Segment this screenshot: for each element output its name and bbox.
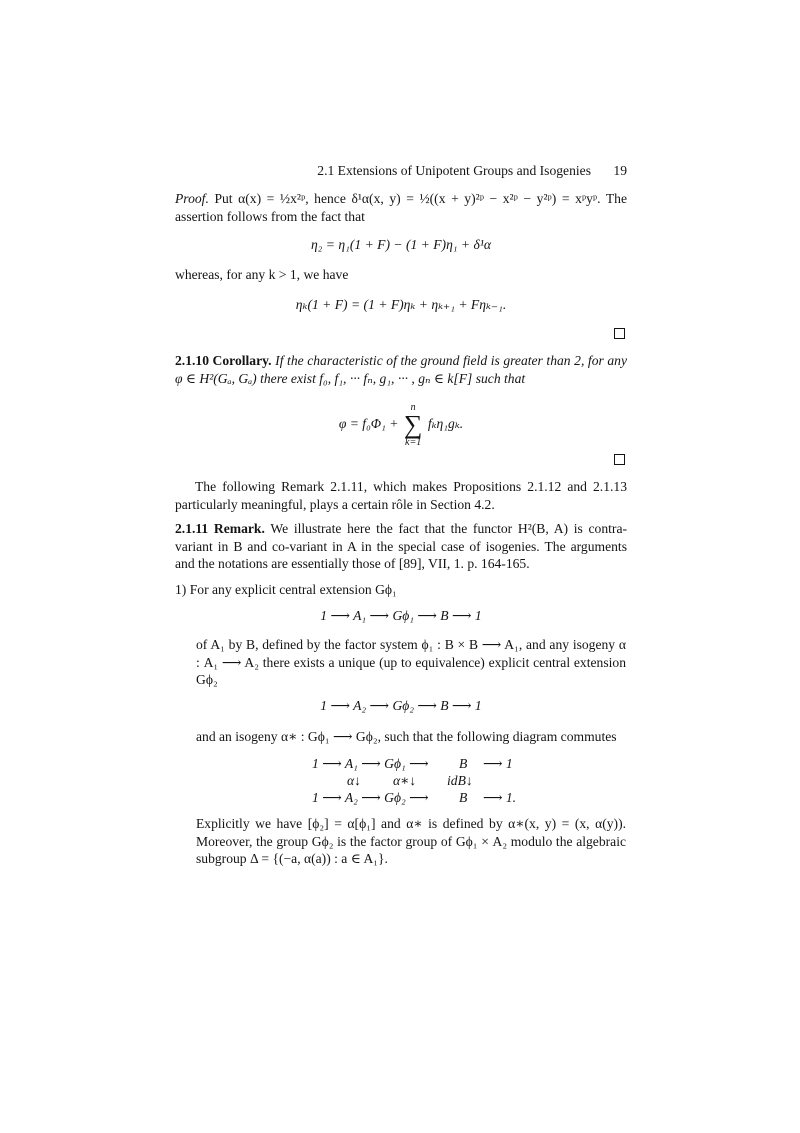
proof-whereas: whereas, for any k > 1, we have: [175, 267, 349, 282]
proof-text-2: The assertion follows from the fact that: [175, 191, 627, 224]
sum-symbol: ∑: [403, 410, 423, 439]
running-title: 2.1 Extensions of Unipotent Groups and Isogenies: [317, 163, 591, 178]
eq-right: fₖη₁gₖ.: [427, 416, 464, 432]
qed-symbol: [614, 328, 625, 339]
diagram-alpha-arrow: α↓: [347, 773, 361, 788]
summation-icon: [404, 402, 423, 448]
equation-eta2: η₂ = η₁(1 + F) − (1 + F)η₁ + δ¹α: [310, 237, 492, 252]
proof-paragraph: [175, 190, 627, 225]
corollary-text: If the characteristic of the ground field is greater than 2, for any φ ∈ H²(Gₐ, Gₐ) there exist f₀, f₁, ··· fₙ, g₁, ··· , gₙ ∈ k[F] such that: [175, 353, 627, 386]
qed-symbol-2: [614, 454, 625, 465]
remark-label: 2.1.11 Remark.: [175, 521, 265, 536]
equation-etak: ηₖ(1 + F) = (1 + F)ηₖ + ηₖ₊₁ + Fηₖ₋₁.: [295, 297, 507, 312]
exact-sequence-1: 1 ⟶ A₁ ⟶ Gϕ₁ ⟶ B ⟶ 1: [320, 608, 482, 623]
diagram-id-arrow: idB↓: [447, 773, 473, 788]
item-paragraph-4: Explicitly we have [ϕ₂] = α[ϕ₁] and α∗ is defined by α∗(x, y) = (x, α(y)). Moreover, the group Gϕ₂ is the factor group of Gϕ₁ × A₂ modulo the algebraic subgroup Δ = {(−a, α(a)) : a ∈ A₁}.: [196, 816, 626, 866]
diagram-row1-end: ⟶ 1: [483, 756, 513, 771]
proof-text: Put α(x) = ½x²ᵖ, hence δ¹α(x, y) = ½((x + y)²ᵖ − x²ᵖ − y²ᵖ) = xᵖyᵖ.: [214, 191, 601, 206]
item-paragraph-2: of A₁ by B, defined by the factor system ϕ₁ : B × B ⟶ A₁, and any isogeny α : A₁ ⟶ A₂ there exists a unique (up to equivalence) explicit central extension Gϕ₂: [196, 637, 626, 687]
exact-sequence-2: 1 ⟶ A₂ ⟶ Gϕ₂ ⟶ B ⟶ 1: [320, 698, 482, 713]
diagram-row3-end: ⟶ 1.: [483, 790, 517, 805]
item-intro: For any explicit central extension Gϕ₁: [189, 582, 397, 597]
diagram-alpha-star-arrow: α∗↓: [393, 773, 417, 788]
remark-paragraph: [175, 520, 627, 573]
corollary-label: 2.1.10 Corollary.: [175, 353, 272, 368]
page-number: 19: [613, 163, 627, 178]
diagram-row3-b: B: [459, 790, 468, 805]
item-paragraph-3: and an isogeny α∗ : Gϕ₁ ⟶ Gϕ₂, such that the following diagram commutes: [196, 729, 617, 744]
sum-lower: k=1: [405, 437, 422, 448]
proof-label: Proof.: [175, 191, 209, 206]
corollary-paragraph: [175, 352, 627, 387]
following-paragraph: The following Remark 2.1.11, which makes Propositions 2.1.12 and 2.1.13 particularly meaningful, plays a certain rôle in Section 4.2.: [175, 479, 627, 512]
item-1: [175, 581, 627, 599]
remark-text: We illustrate here the fact that the functor H²(B, A) is contra-variant in B and co-variant in A in the special case of isogenies. The arguments and the notations are essentially those of [89], VII, 1. p. 164-165.: [175, 521, 627, 571]
corollary-equation: [175, 402, 627, 448]
eq-left: φ = f₀Φ₁ +: [338, 416, 399, 432]
item-marker: 1): [175, 582, 187, 597]
sum-upper: n: [410, 402, 416, 413]
diagram-row1-left: 1 ⟶ A₁ ⟶ Gϕ₁ ⟶: [312, 756, 429, 771]
diagram-row1-b: B: [459, 756, 468, 771]
diagram-row3-left: 1 ⟶ A₂ ⟶ Gϕ₂ ⟶: [312, 790, 429, 805]
